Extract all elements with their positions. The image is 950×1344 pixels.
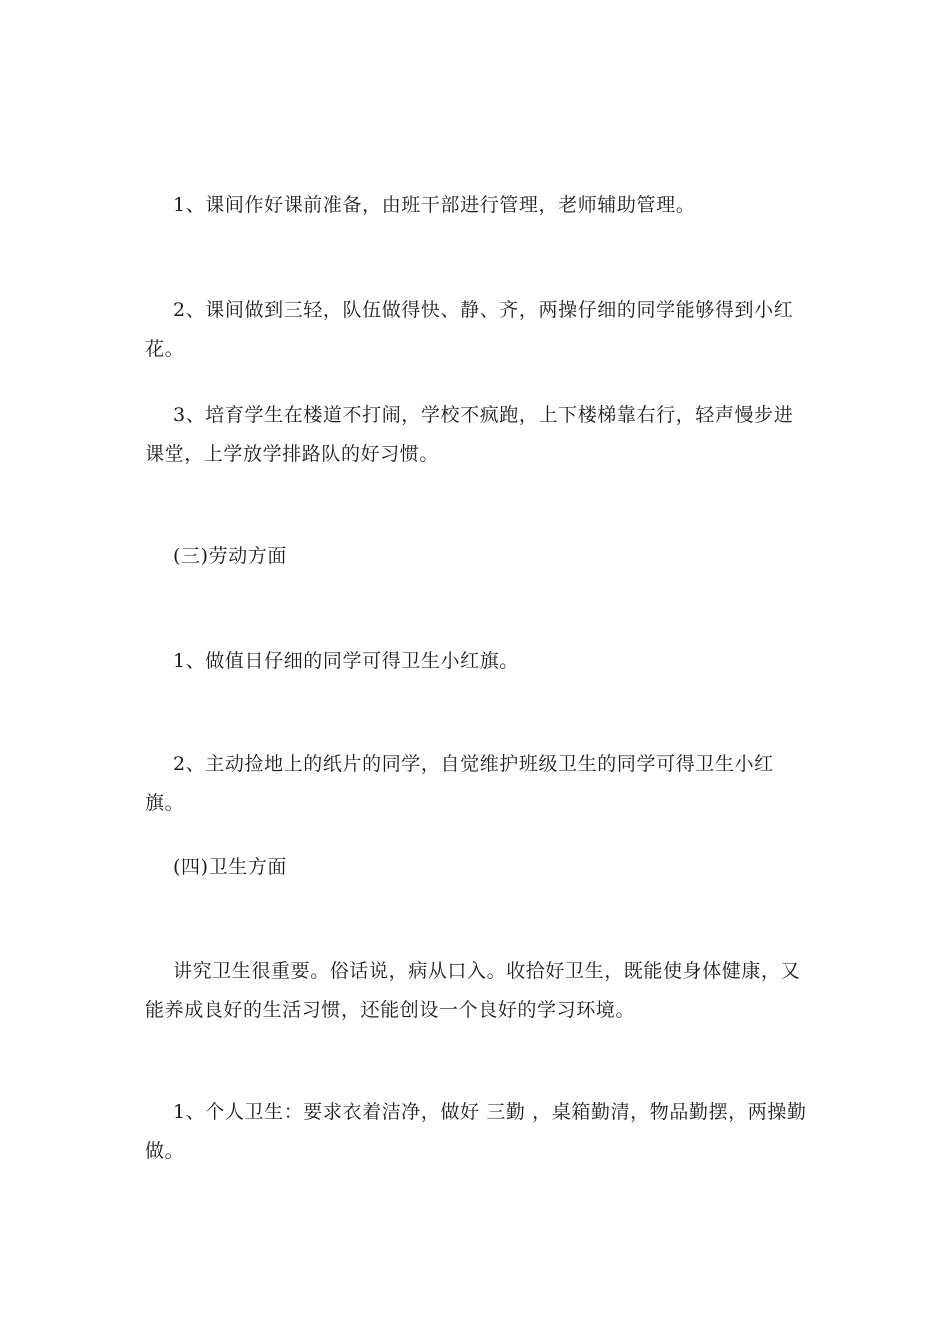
paragraph-hygiene-importance: 讲究卫生很重要。俗话说，病从口入。收拾好卫生，既能使身体健康，又能养成良好的生活习惯，还能创设一个良好的学习环境。: [145, 960, 801, 1021]
section-heading-hygiene: (四)卫生方面: [173, 856, 288, 878]
section-heading-labor: (三)劳动方面: [173, 545, 288, 567]
paragraph-pick-paper: 2、主动捡地上的纸片的同学，自觉维护班级卫生的同学可得卫生小红旗。: [145, 753, 774, 814]
paragraph-three-quiet: 2、课间做到三轻，队伍做得快、静、齐，两操仔细的同学能够得到小红花。: [145, 299, 794, 360]
paragraph-class-preparation: 1、课间作好课前准备，由班干部进行管理，老师辅助管理。: [173, 194, 696, 216]
paragraph-personal-hygiene: 1、个人卫生：要求衣着洁净，做好 三勤 ，桌箱勤清，物品勤摆，两操勤做。: [145, 1101, 807, 1162]
paragraph-corridor-habits: 3、培育学生在楼道不打闹，学校不疯跑，上下楼梯靠右行，轻声慢步进课堂，上学放学排路队的好习惯。: [145, 404, 794, 465]
paragraph-duty-flag: 1、做值日仔细的同学可得卫生小红旗。: [173, 650, 519, 672]
